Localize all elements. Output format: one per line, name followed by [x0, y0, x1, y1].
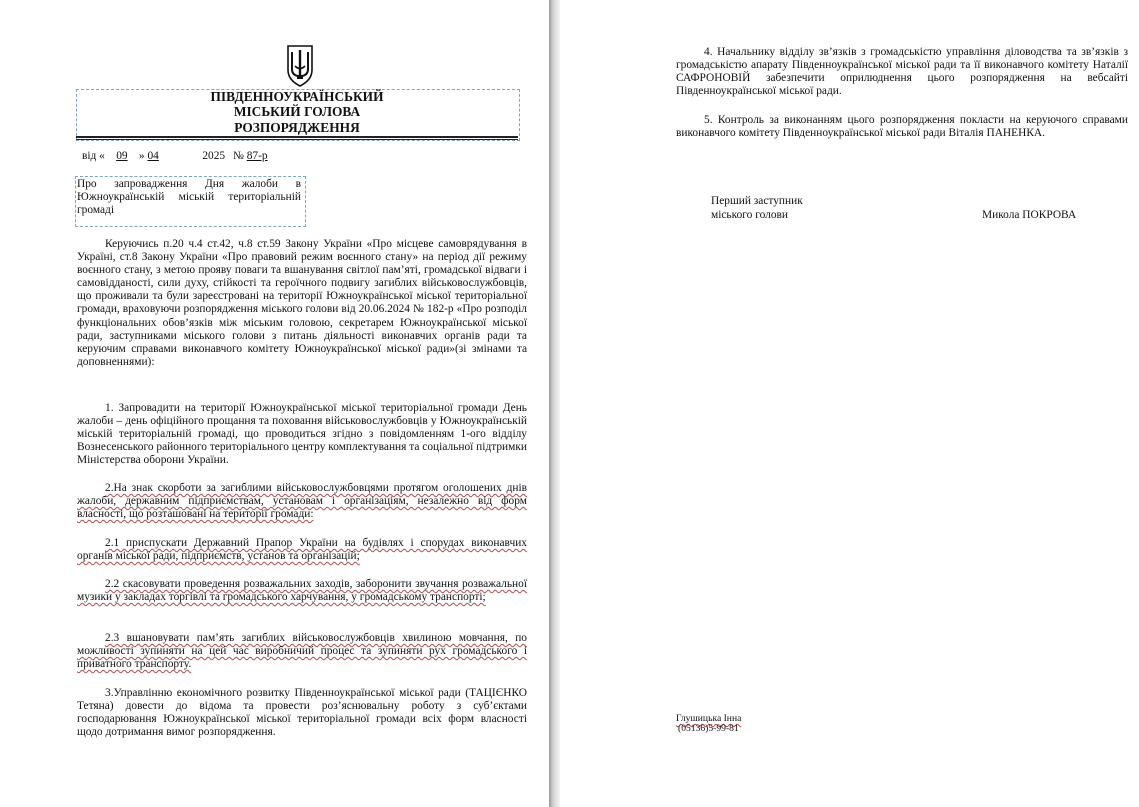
header-divider [76, 136, 518, 140]
signer-title-line1: Перший заступник [711, 195, 803, 207]
date-day: 09 [116, 150, 128, 162]
executor-phone: (05136)5-99-81 [678, 723, 739, 734]
page-gutter [549, 0, 560, 807]
date-line: від « 09 » 04 2025 № 87-р [82, 150, 287, 163]
document-page-left [0, 0, 549, 807]
item-4: 4. Начальнику відділу зв’язків з громадськістю управління діловодства та зв’язків з громадськістю апарату Південноукраїнської міської ради та її виконавчого комітету Наталії САФРОНОВІЙ забезпечити оприлюднення цього розпорядження на вебсайті Південноукраїнської міської ради. [676, 46, 1128, 98]
header-mayor-title: МІСЬКИЙ ГОЛОВА [233, 104, 361, 119]
document-subject: Про запровадження Дня жалоби в Южноукраїнській міській територіальній громаді [77, 178, 301, 217]
date-year: 2025 [202, 150, 226, 162]
document-page-right [560, 0, 1139, 807]
executor-name: Глушицька Інна [676, 713, 742, 724]
order-number: 87-р [246, 150, 268, 162]
trident-emblem-icon [285, 44, 315, 88]
preamble-paragraph: Керуючись п.20 ч.4 ст.42, ч.8 ст.59 Закону України «Про місцеве самоврядування в Україні, ст.8 Закону України «Про правовий режим воєнного стану» на період дії режиму воєнного стану, з метою прояву поваги та вшанування світлої пам’яті, громадської відваги і самовідданості, сили духу, стійкості та героїчного подвигу загиблих військовослужбовців, що проживали та були зареєстровані на території Южноукраїнської міської територіальної громади, враховуючи розпорядження міського голови від 20.06.2024 № 182-р «Про розподіл функціональних обов’язків між міським головою, секретарем Южноукраїнської міської ради, заступниками міського голови з питань діяльності виконавчих органів ради та керуючим справами виконавчого комітету Южноукраїнської міської ради»(зі змінами та доповненнями): [77, 238, 527, 368]
item-3: 3.Управлінню економічного розвитку Південноукраїнської міської ради (ТАЦІЄНКО Тетяна) довести до відома та провести роз’яснювальну роботу з суб’єктами господарювання Южноукраїнської міської територіальної громади всіх форм власності щодо дотримання вимог розпорядження. [77, 687, 527, 739]
header-city-name: ПІВДЕННОУКРАЇНСЬКИЙ [210, 89, 384, 104]
date-month: 04 [147, 150, 159, 162]
item-2-1: 2.1 приспускати Державний Прапор України на будівлях і спорудах виконавчих органів міської ради, підприємств, установ та організацій; [77, 537, 527, 563]
item-2: 2.На знак скорботи за загиблими військовослужбовцями протягом оголошених днів жалоби, державним підприємствам, установам і організаціям, незалежно від форм власності, що розташовані на території громади: [77, 482, 527, 521]
item-5: 5. Контроль за виконанням цього розпорядження покласти на керуючого справами виконавчого комітету Південноукраїнської міської ради Віталія ПАНЕНКА. [676, 114, 1128, 140]
signer-title-line2: міського голови [711, 209, 788, 221]
header-doc-type: РОЗПОРЯДЖЕННЯ [234, 120, 360, 135]
item-1: 1. Запровадити на території Южноукраїнської міської територіальної громади День жалоби – день офіційного прощання та поховання військовослужбовців у Южноукраїнській міській територіальній громаді, що проводиться згідно з повідомленням 1-ого відділу Вознесенського районного територіального центру комплектування та соціальної підтримки Міністерства оборони України. [77, 402, 527, 467]
item-2-2: 2.2 скасовувати проведення розважальних заходів, заборонити звучання розважальної музики у закладах торгівлі та громадського харчування, у громадському транспорті; [77, 578, 527, 604]
item-2-3: 2.3 вшановувати пам’ять загиблих військовослужбовців хвилиною мовчання, по можливості зупиняти на цей час виробничий процес та зупиняти рух громадського і приватного транспорту. [77, 632, 527, 671]
signer-name: Микола ПОКРОВА [982, 209, 1077, 221]
